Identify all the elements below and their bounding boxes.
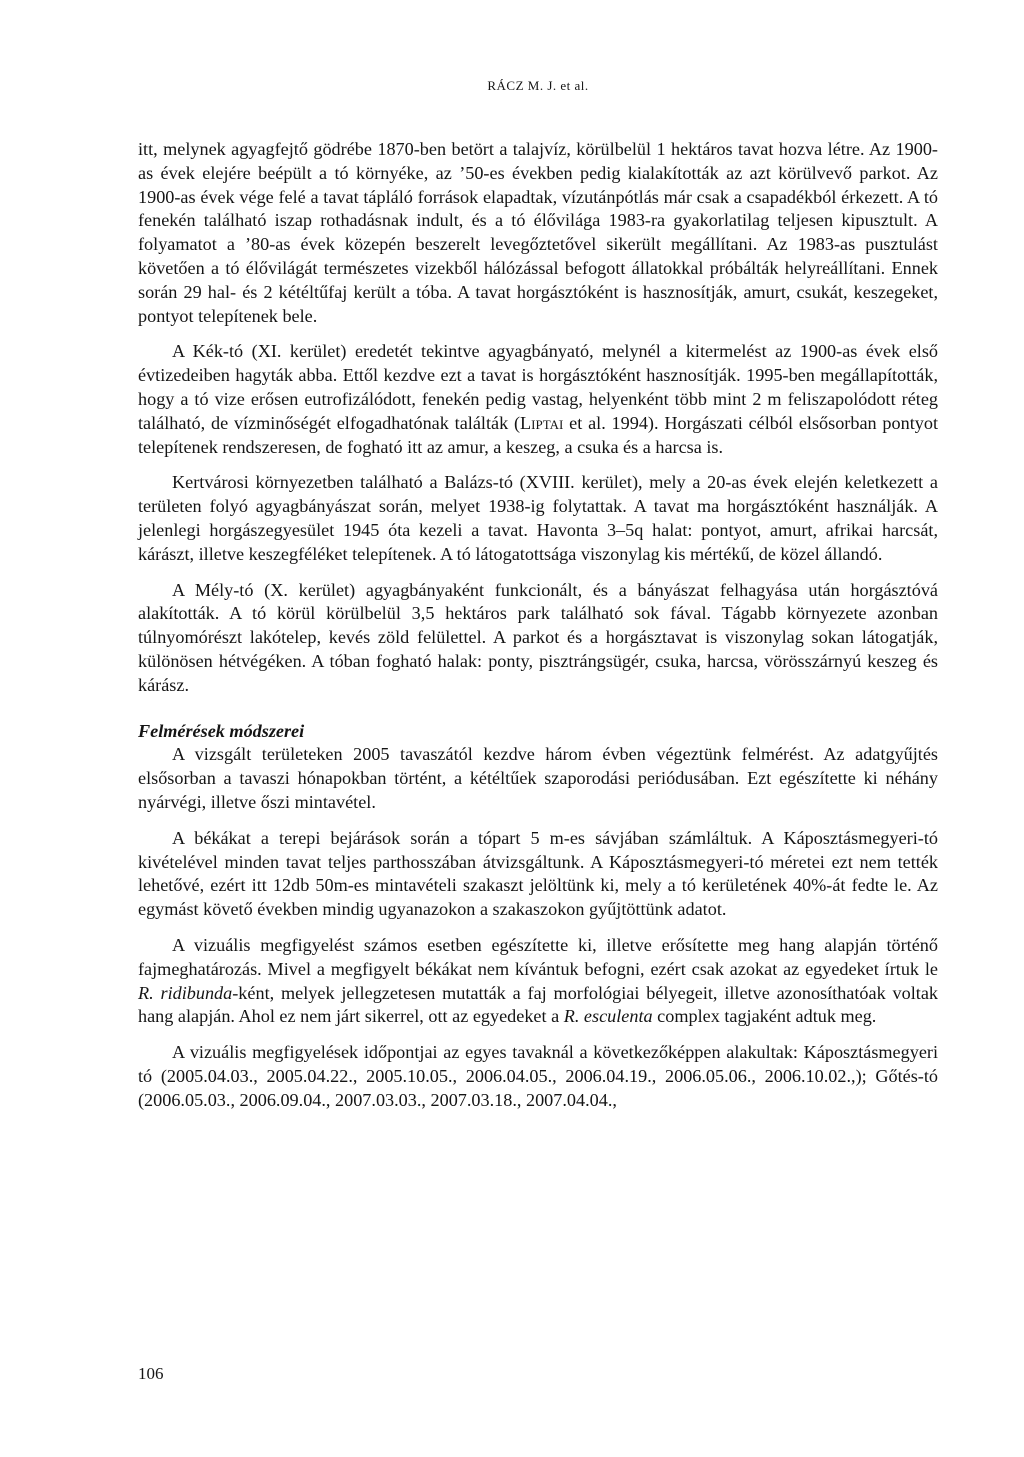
page-number: 106 — [138, 1364, 164, 1383]
paragraph-4: A Mély-tó (X. kerület) agyagbányaként funkcionált, és a bányászat felhagyása után horgásztóvá alakították. A tó körül körülbelül 3,5 hektáros park található sok fával. Tágabb környezete azonban túlnyomórészt lakótelep, kevés zöld felülettel. A parkot és a horgásztavat is viszonylag sokan látogatják, különösen hétvégéken. A tóban fogható halak: ponty, pisztrángsügér, csuka, harcsa, vörösszárnyú keszeg és kárász. — [138, 579, 938, 695]
paragraph-6: A békákat a terepi bejárások során a tópart 5 m-es sávjában számláltuk. A Káposztásmegyeri-tó kivételével minden tavat teljes parthosszában átvizsgáltunk. A Káposztásmegyeri-tó méretei ezt nem tették lehetővé, ezért itt 12db 50m-es mintavételi szakaszt jelöltünk ki, mely a tó kerületének 40%-át fedte le. Az egymást követő években mindig ugyanazokon a szakaszokon gyűjtöttünk adatot. — [138, 827, 938, 920]
taxon-name: R. ridibunda — [138, 982, 233, 1003]
paragraph-7 — [138, 934, 938, 1029]
paragraph-1: itt, melynek agyagfejtő gödrébe 1870-ben betört a talajvíz, körülbelül 1 hektáros tavat hozva létre. Az 1900-as évek elejére beépült a tó környéke, az ’50-es években pedig kialakították az azt körülvevő parkot. Az 1900-as évek vége felé a tavat tápláló források elapadtak, vízutánpótlás már csak a csapadékból érkezett. A tó fenekén található iszap rothadásnak indult, és a tó élővilága 1983-ra gyakorlatilag teljesen kipusztult. A folyamatot a ’80-as évek közepén beszerelt levegőztetővel sikerült megállítani. Az 1983-as pusztulást követően a tó élővilágát természetes vizekből hálózással befogott állatokkal próbálták helyreállítani. Ennek során 29 hal- és 2 kétéltűfaj került a tóba. A tavat horgásztóként is hasznosítják, amurt, csukát, keszegeket, pontyot telepítenek bele. — [138, 139, 938, 326]
citation-author: Liptai — [520, 412, 564, 433]
paragraph-7-text-c: complex tagjaként adtuk meg. — [652, 1006, 877, 1027]
article-body — [138, 138, 938, 1124]
paragraph-7-text-a: A vizuális megfigyelést számos esetben egészítette ki, illetve erősítette meg hang alapján történő fajmeghatározás. Mivel a megfigyelt békákat nem kívántuk befogni, ezért csak azokat az egyedeket írtuk le — [138, 934, 938, 979]
taxon-name: R. esculenta — [563, 1006, 653, 1027]
paragraph-2-text-b: et al. 1994). Horgászati célból elsősorban pontyot telepítenek rendszeresen, de fogható itt az amur, a keszeg, a csuka és a harcsa is. — [138, 412, 938, 457]
paragraph-2-text-a: A Kék-tó (XI. kerület) eredetét tekintve agyagbányató, melynél a kitermelést az 1900-as évek első évtizedeiben hagyták abba. Ettől kezdve ezt a tavat is horgásztóként hasznosítják. 1995-ben megállapították, hogy a tó vize erősen eutrofizálódott, fenekén pedig vastag, helyenként több mint 2 m feliszapolódott réteg található, de vízminőségét elfogadhatónak találták ( — [138, 341, 938, 433]
paragraph-5: A vizsgált területeken 2005 tavaszától kezdve három évben végeztünk felmérést. Az adatgyűjtés elsősorban a tavaszi hónapokban történt, a kétéltűek szaporodási periódusában. Ezt egészítette ki néhány nyárvégi, illetve őszi mintavétel. — [138, 744, 938, 812]
paragraph-8: A vizuális megfigyelések időpontjai az egyes tavaknál a következőképpen alakultak: Káposztásmegyeri tó (2005.04.03., 2005.04.22., 2005.10.05., 2006.04.05., 2006.04.19., 2006.05.06., 2006.10.02.,); Gőtés-tó (2006.05.03., 2006.09.04., 2007.03.03., 2007.03.18., 2007.04.04., — [138, 1042, 938, 1110]
section-heading: Felmérések módszerei — [138, 720, 305, 741]
paragraph-3: Kertvárosi környezetben található a Balázs-tó (XVIII. kerület), mely a 20-as évek elején keletkezett a területen folyó agyagbányászat során, melyet 1938-ig folytattak. A tavat ma horgásztóként használják. A jelenlegi horgászegyesület 1945 óta kezeli a tavat. Havonta 3–5q halat: pontyot, amurt, afrikai harcsát, kárászt, illetve keszegféléket telepítenek. A tó látogatottsága viszonylag kis mértékű, de közel állandó. — [138, 472, 938, 564]
paragraph-7-text-b: -ként, melyek jellegzetesen mutatták a faj morfológiai bélyegeit, illetve azonosíthatóak voltak hang alapján. Ahol ez nem járt sikerrel, ott az egyedeket a — [138, 982, 938, 1027]
running-head: RÁCZ M. J. et al. — [487, 78, 589, 93]
paragraph-2 — [138, 340, 938, 459]
